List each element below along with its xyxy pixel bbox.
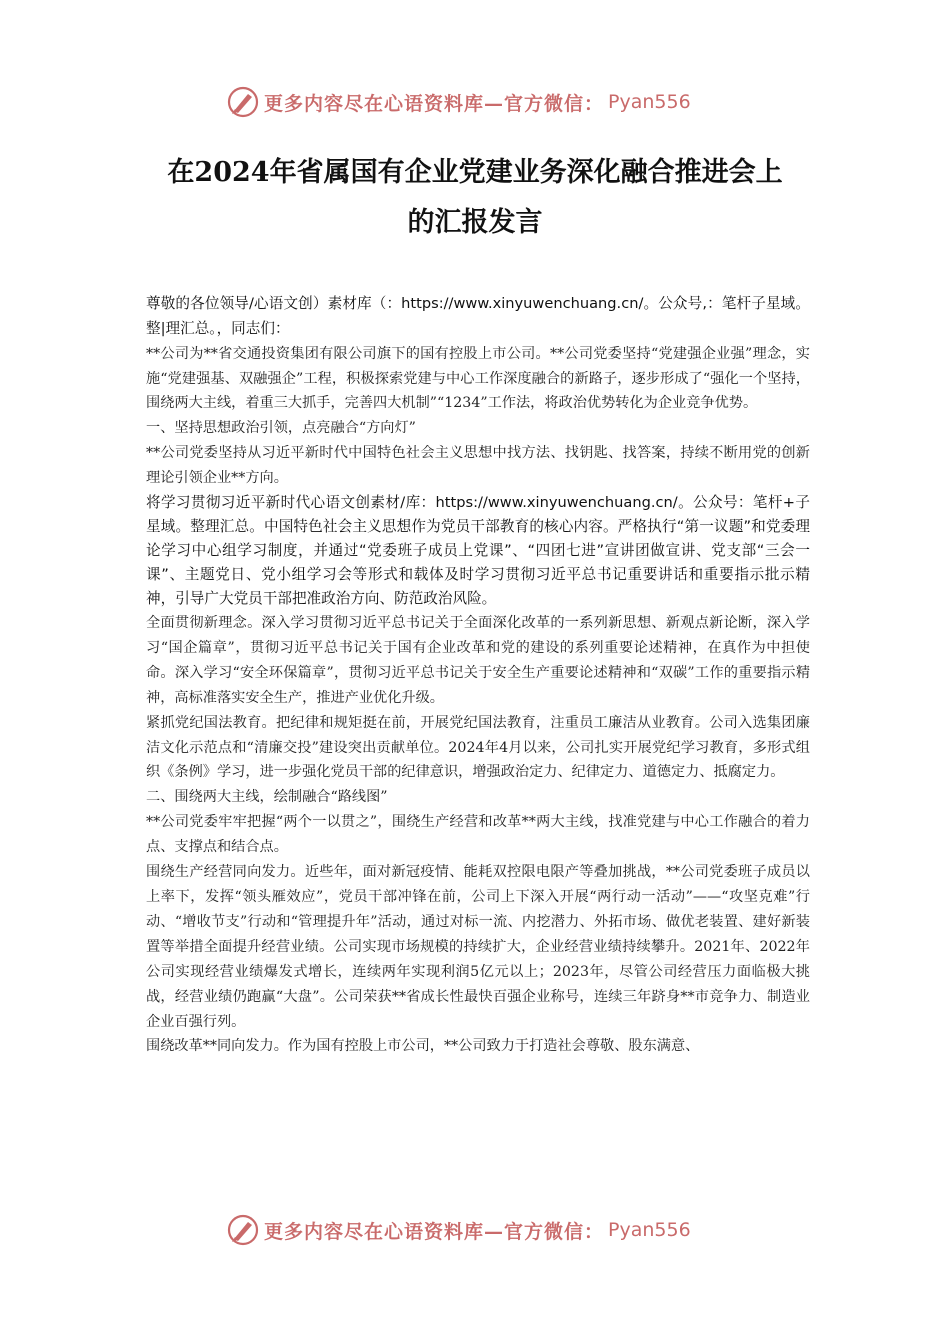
banner-text: 更多内容尽在心语资料库—官方微信：	[264, 1220, 605, 1243]
section-heading-1: 一、坚持思想政治引领，点亮融合“方向灯”	[146, 420, 416, 437]
banner-wechat-id: Pyan556	[608, 1219, 691, 1241]
document-title-line-2: 的汇报发言	[407, 207, 543, 238]
footer-banner	[226, 1210, 746, 1250]
paragraph: 紧抓党纪国法教育。把纪律和规矩挺在前，开展党纪国法教育，注重员工廉洁从业教育。公司入选集团廉洁文化示范点和“清廉交投”建设突出贡献单位。2024年4月以来，公司扎实开展党纪学习教育，多形式组织《条例》学习，进一步强化党员干部的纪律意识，增强政治定力、纪律定力、道德定力、抵腐定力。	[146, 714, 810, 781]
banner-text: 更多内容尽在心语资料库—官方微信：	[264, 92, 605, 115]
banner-wechat-id: Pyan556	[608, 91, 691, 113]
document-body	[146, 292, 810, 1059]
paragraph-watermark: 将学习贯彻习近平新时代心语文创素材/库：https://www.xinyuwenchuang.cn/。公众号：笔杆+子星域。整理汇总。中国特色社会主义思想作为党员干部教育的核心内容。严格执行“第一议题”和党委理论学习中心组学习制度，并通过“党委班子成员上党课”、“四团七进”宣讲团做宣讲、党支部“三会一课”、主题党日、党小组学习会等形式和载体及时学习贯彻习近平总书记重要讲话和重要指示批示精神，引导广大党员干部把准政治方向、防范政治风险。	[146, 494, 810, 608]
paragraph: 全面贯彻新理念。深入学习贯彻习近平总书记关于全面深化改革的一系列新思想、新观点新论断，深入学习“国企篇章”，贯彻习近平总书记关于国有企业改革和党的建设的系列重要论述精神，在真作为中担使命。深入学习“安全环保篇章”，贯彻习近平总书记关于安全生产重要论述精神和“双碳”工作的重要指示精神，高标准落实安全生产，推进产业优化升级。	[146, 615, 811, 706]
document-title-line-1: 在2024年省属国有企业党建业务深化融合推进会上	[167, 157, 783, 188]
paragraph: 围绕改革**同向发力。作为国有控股上市公司，**公司致力于打造社会尊敬、股东满意、	[146, 1038, 700, 1055]
section-heading-2: 二、围绕两大主线，绘制融合“路线图”	[146, 789, 388, 806]
paragraph: **公司党委牢牢把握“两个一以贯之”，围绕生产经营和改革**两大主线，找准党建与中心工作融合的着力点、支撑点和结合点。	[146, 814, 810, 856]
paragraph: **公司党委坚持从习近平新时代中国特色社会主义思想中找方法、找钥匙、找答案，持续不断用党的创新理论引领企业**方向。	[146, 445, 810, 487]
pen-nib-logo-icon	[226, 1213, 260, 1247]
paragraph-intro: **公司为**省交通投资集团有限公司旗下的国有控股上市公司。**公司党委坚持“党建强企业强”理念，实施“党建强基、双融强企”工程，积极探索党建与中心工作深度融合的新路子，逐步形成了“强化一个坚持，围绕两大主线，着重三大抓手，完善四大机制”“1234”工作法，将政治优势转化为企业竞争优势。	[146, 345, 810, 412]
pen-nib-logo-icon	[226, 85, 260, 119]
paragraph-greeting: 尊敬的各位领导/心语文创）素材库（：https://www.xinyuwenchuang.cn/。公众号,：笔杆子星域。整|理汇总。，同志们：	[146, 295, 810, 337]
header-banner	[226, 82, 746, 122]
paragraph: 围绕生产经营同向发力。近些年，面对新冠疫情、能耗双控限电限产等叠加挑战，**公司党委班子成员以上率下，发挥“领头雁效应”，党员干部冲锋在前，公司上下深入开展“两行动一活动”——“攻坚克难”行动、“增收节支”行动和“管理提升年”活动，通过对标一流、内挖潜力、外拓市场、做优老装置、建好新装置等举措全面提升经营业绩。公司实现市场规模的持续扩大，企业经营业绩持续攀升。2021年、2022年公司实现经营业绩爆发式增长，连续两年实现利润5亿元以上；2023年，尽管公司经营压力面临极大挑战，经营业绩仍跑赢“大盘”。公司荣获**省成长性最快百强企业称号，连续三年跻身**市竞争力、制造业企业百强行列。	[146, 864, 810, 1030]
